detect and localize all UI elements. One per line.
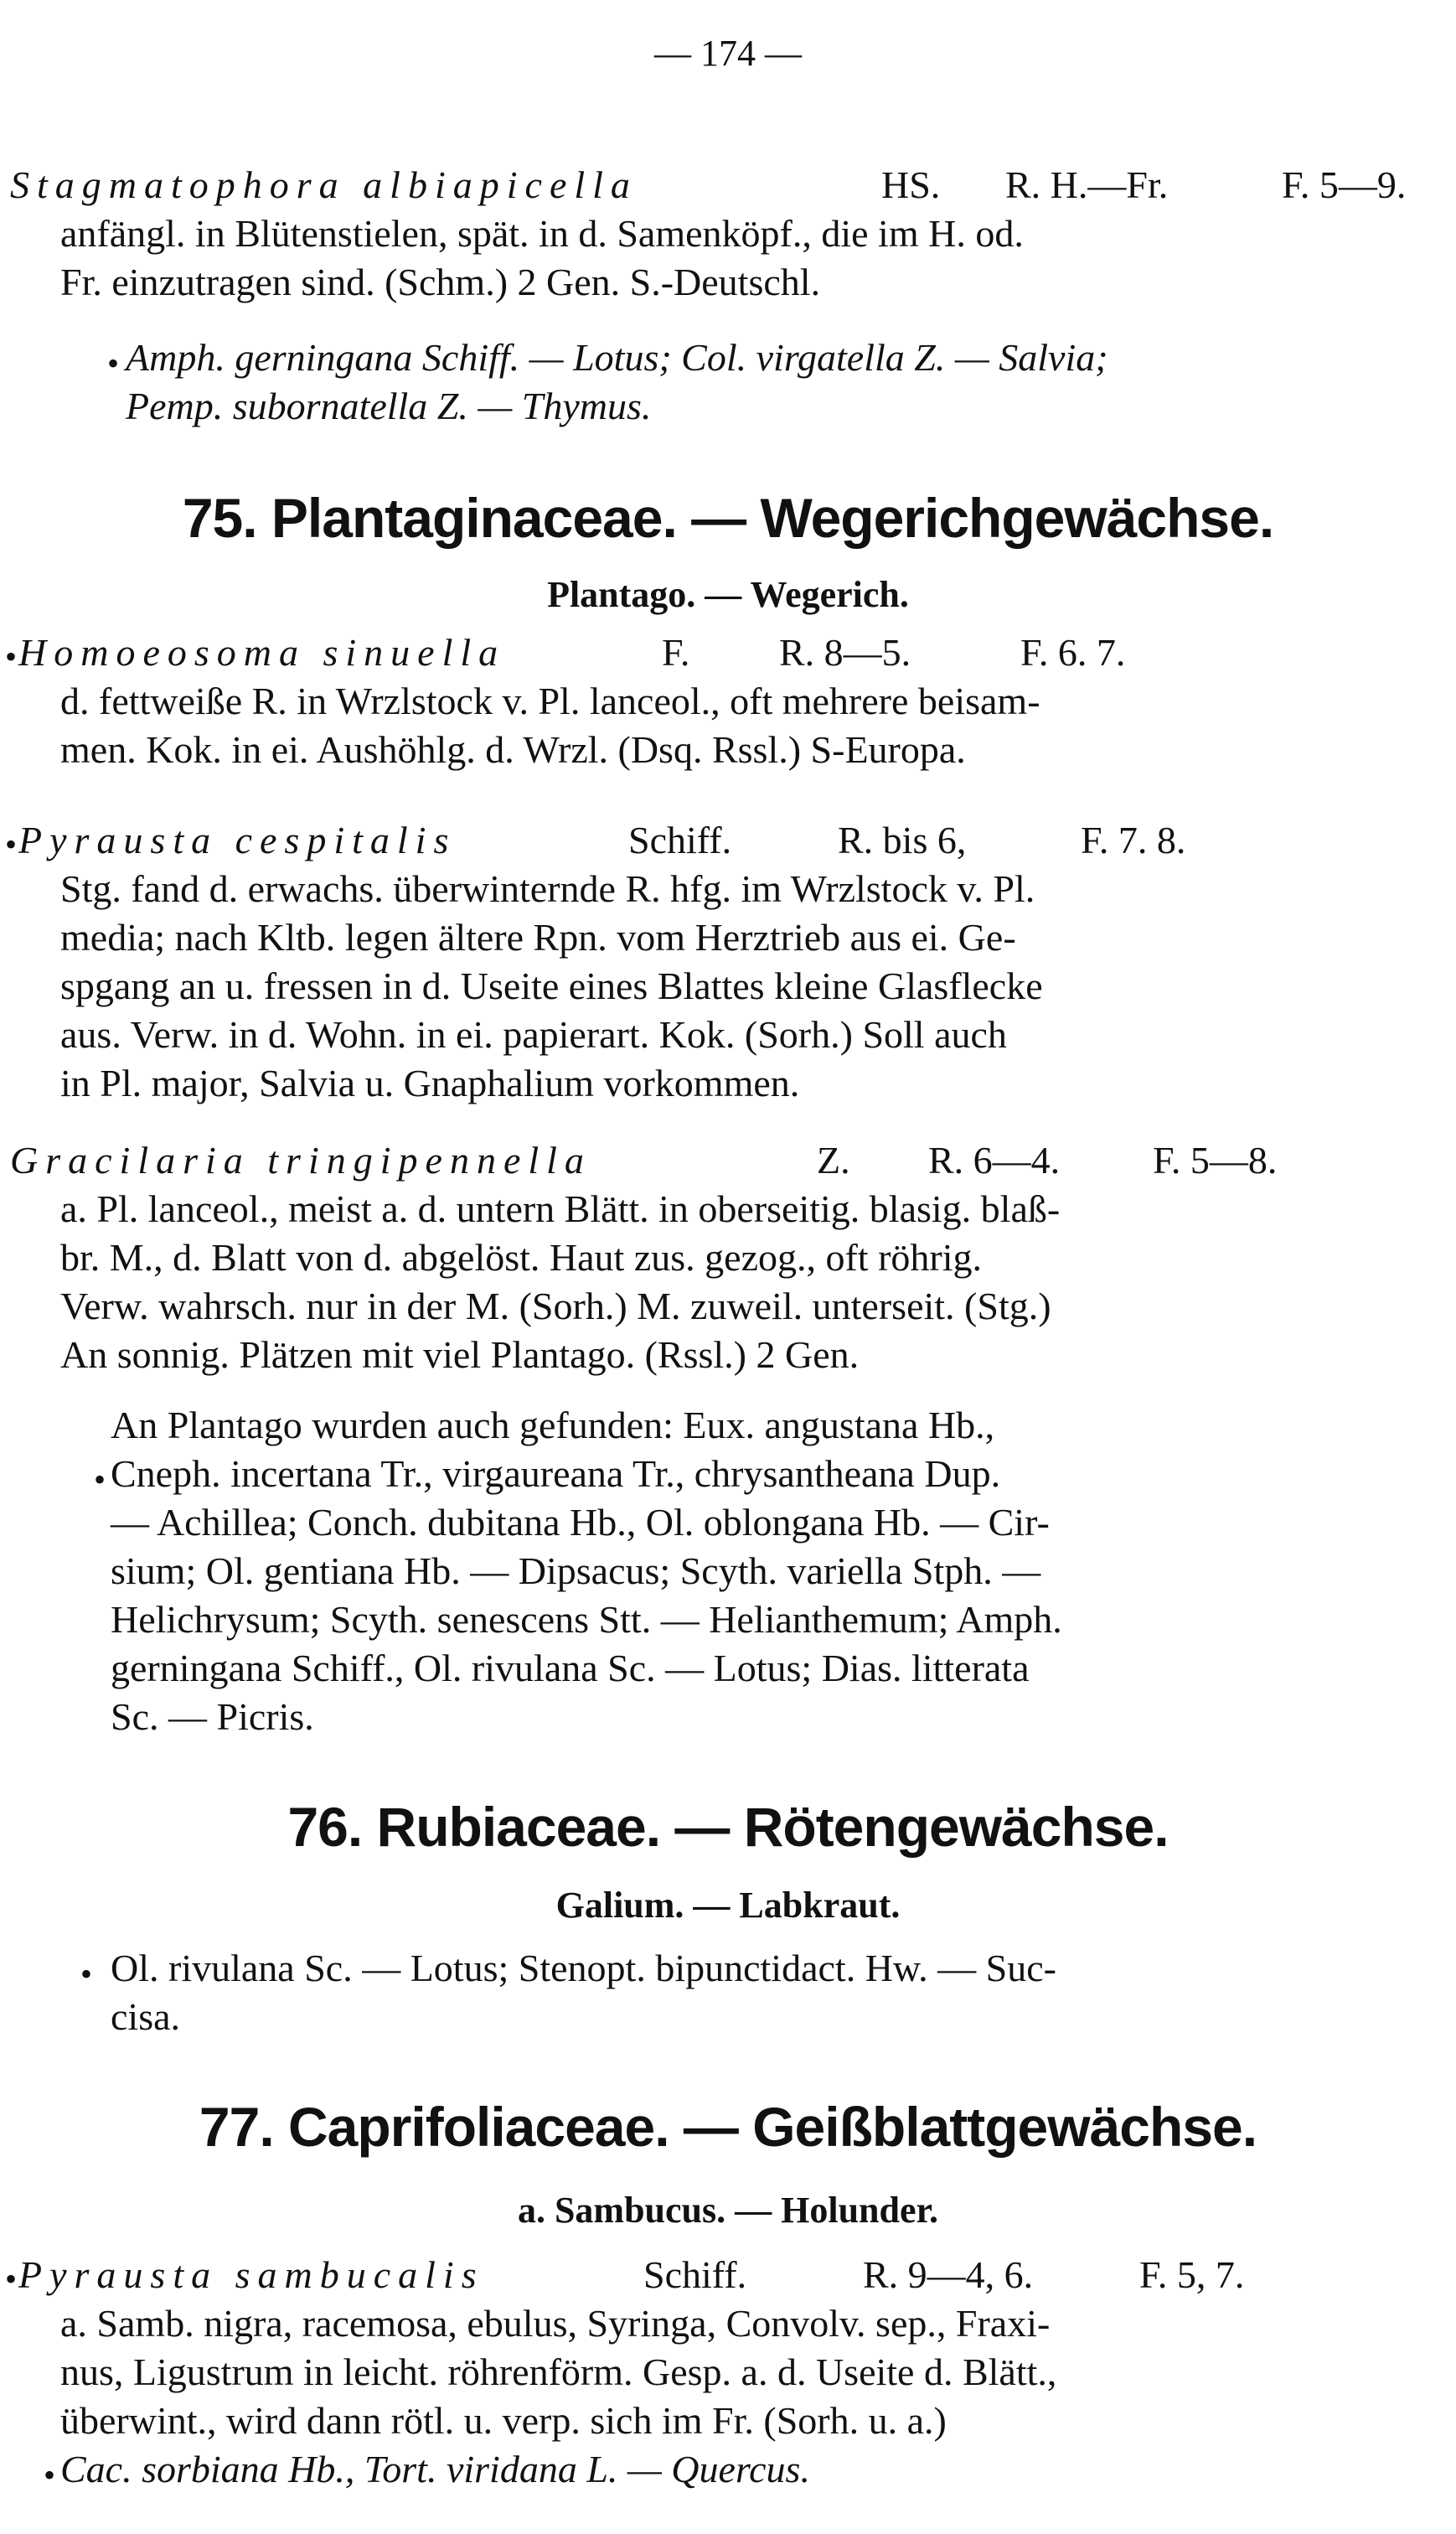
- flight-period: F. 5—8.: [1153, 1139, 1278, 1182]
- entry-line: men. Kok. in ei. Aushöhlg. d. Wrzl. (Dsq. Rssl.) S-Europa.: [60, 728, 966, 771]
- note-line: Helichrysum; Scyth. senescens Stt. — Helianthemum; Amph.: [111, 1598, 1062, 1641]
- genus-heading-plantago: Plantago. — Wegerich.: [547, 574, 909, 615]
- larva-period: R. 6—4.: [928, 1139, 1061, 1182]
- entry-line: d. fettweiße R. in Wrzlstock v. Pl. lanceol., oft mehrere beisam-: [60, 680, 1040, 722]
- entry-line: cisa.: [111, 1995, 181, 2038]
- larva-period: R. 9—4, 6.: [863, 2253, 1034, 2296]
- species-author: Schiff.: [628, 819, 732, 861]
- species-author: HS.: [881, 163, 941, 206]
- larva-period: R. bis 6,: [838, 819, 967, 861]
- entry-line: a. Samb. nigra, racemosa, ebulus, Syringa, Convolv. sep., Fraxi-: [60, 2302, 1051, 2345]
- section-heading-75: 75. Plantaginaceae. — Wegerichgewächse.: [182, 487, 1274, 549]
- bullet-mark: •: [80, 1955, 93, 1993]
- species-author: Z.: [817, 1139, 850, 1182]
- flight-period: F. 7. 8.: [1081, 819, 1186, 861]
- cross-reference-line: Cac. sorbiana Hb., Tort. viridana L. — Quercus.: [60, 2448, 810, 2490]
- bullet-mark: •: [5, 2260, 18, 2298]
- note-line: — Achillea; Conch. dubitana Hb., Ol. oblongana Hb. — Cir-: [111, 1501, 1050, 1544]
- species-name: Pyrausta cespitalis: [18, 819, 457, 861]
- entry-line: Verw. wahrsch. nur in der M. (Sorh.) M. zuweil. unterseit. (Stg.): [60, 1285, 1051, 1327]
- entry-line: spgang an u. fressen in d. Useite eines Blattes kleine Glasflecke: [60, 964, 1043, 1007]
- cross-reference-line: Amph. gerningana Schiff. — Lotus; Col. virgatella Z. — Salvia;: [126, 336, 1108, 379]
- note-line: sium; Ol. gentiana Hb. — Dipsacus; Scyth. variella Stph. —: [111, 1549, 1041, 1592]
- entry-line: a. Pl. lanceol., meist a. d. untern Blätt. in oberseitig. blasig. blaß-: [60, 1187, 1061, 1230]
- note-line: Cneph. incertana Tr., virgaureana Tr., chrysantheana Dup.: [111, 1452, 1001, 1495]
- entry-line: in Pl. major, Salvia u. Gnaphalium vorkommen.: [60, 1062, 800, 1104]
- bullet-mark: •: [5, 638, 18, 675]
- entry-line: nus, Ligustrum in leicht. röhrenförm. Gesp. a. d. Useite d. Blätt.,: [60, 2350, 1057, 2393]
- bullet-mark: •: [44, 2456, 56, 2494]
- entry-line: Ol. rivulana Sc. — Lotus; Stenopt. bipunctidact. Hw. — Suc-: [111, 1947, 1056, 1989]
- flight-period: F. 5—9.: [1282, 163, 1407, 206]
- bullet-mark: •: [5, 825, 18, 863]
- cross-reference-line: Pemp. subornatella Z. — Thymus.: [126, 385, 652, 427]
- larva-period: R. H.—Fr.: [1005, 163, 1169, 206]
- bullet-mark: •: [94, 1461, 106, 1498]
- flight-period: F. 5, 7.: [1139, 2253, 1245, 2296]
- entry-line: überwint., wird dann rötl. u. verp. sich im Fr. (Sorh. u. a.): [60, 2399, 947, 2442]
- genus-heading-sambucus: a. Sambucus. — Holunder.: [517, 2190, 939, 2231]
- page-number: — 174 —: [654, 33, 802, 74]
- species-author: F.: [662, 631, 690, 674]
- species-name: Homoeosoma sinuella: [18, 631, 506, 674]
- section-heading-77: 77. Caprifoliaceae. — Geißblattgewächse.: [199, 2096, 1257, 2158]
- entry-line: media; nach Kltb. legen ältere Rpn. vom Herztrieb aus ei. Ge-: [60, 916, 1016, 959]
- bullet-mark: •: [107, 344, 120, 382]
- note-line: An Plantago wurden auch gefunden: Eux. angustana Hb.,: [111, 1404, 995, 1446]
- section-heading-76: 76. Rubiaceae. — Rötengewächse.: [287, 1796, 1169, 1858]
- entry-line: anfängl. in Blütenstielen, spät. in d. Samenköpf., die im H. od.: [60, 212, 1024, 255]
- entry-line: Fr. einzutragen sind. (Schm.) 2 Gen. S.-Deutschl.: [60, 261, 821, 303]
- species-name: Pyrausta sambucalis: [18, 2253, 484, 2296]
- entry-line: Stg. fand d. erwachs. überwinternde R. hfg. im Wrzlstock v. Pl.: [60, 867, 1035, 910]
- species-name: Gracilaria tringipennella: [10, 1139, 591, 1182]
- entry-line: An sonnig. Plätzen mit viel Plantago. (Rssl.) 2 Gen.: [60, 1333, 860, 1376]
- larva-period: R. 8—5.: [779, 631, 911, 674]
- entry-line: br. M., d. Blatt von d. abgelöst. Haut zus. gezog., oft röhrig.: [60, 1236, 983, 1279]
- flight-period: F. 6. 7.: [1020, 631, 1126, 674]
- species-author: Schiff.: [643, 2253, 747, 2296]
- species-name: Stagmatophora albiapicella: [10, 163, 638, 206]
- note-line: gerningana Schiff., Ol. rivulana Sc. — Lotus; Dias. litterata: [111, 1647, 1030, 1689]
- genus-heading-galium: Galium. — Labkraut.: [555, 1885, 901, 1926]
- note-line: Sc. — Picris.: [111, 1695, 314, 1738]
- entry-line: aus. Verw. in d. Wohn. in ei. papierart. Kok. (Sorh.) Soll auch: [60, 1013, 1007, 1056]
